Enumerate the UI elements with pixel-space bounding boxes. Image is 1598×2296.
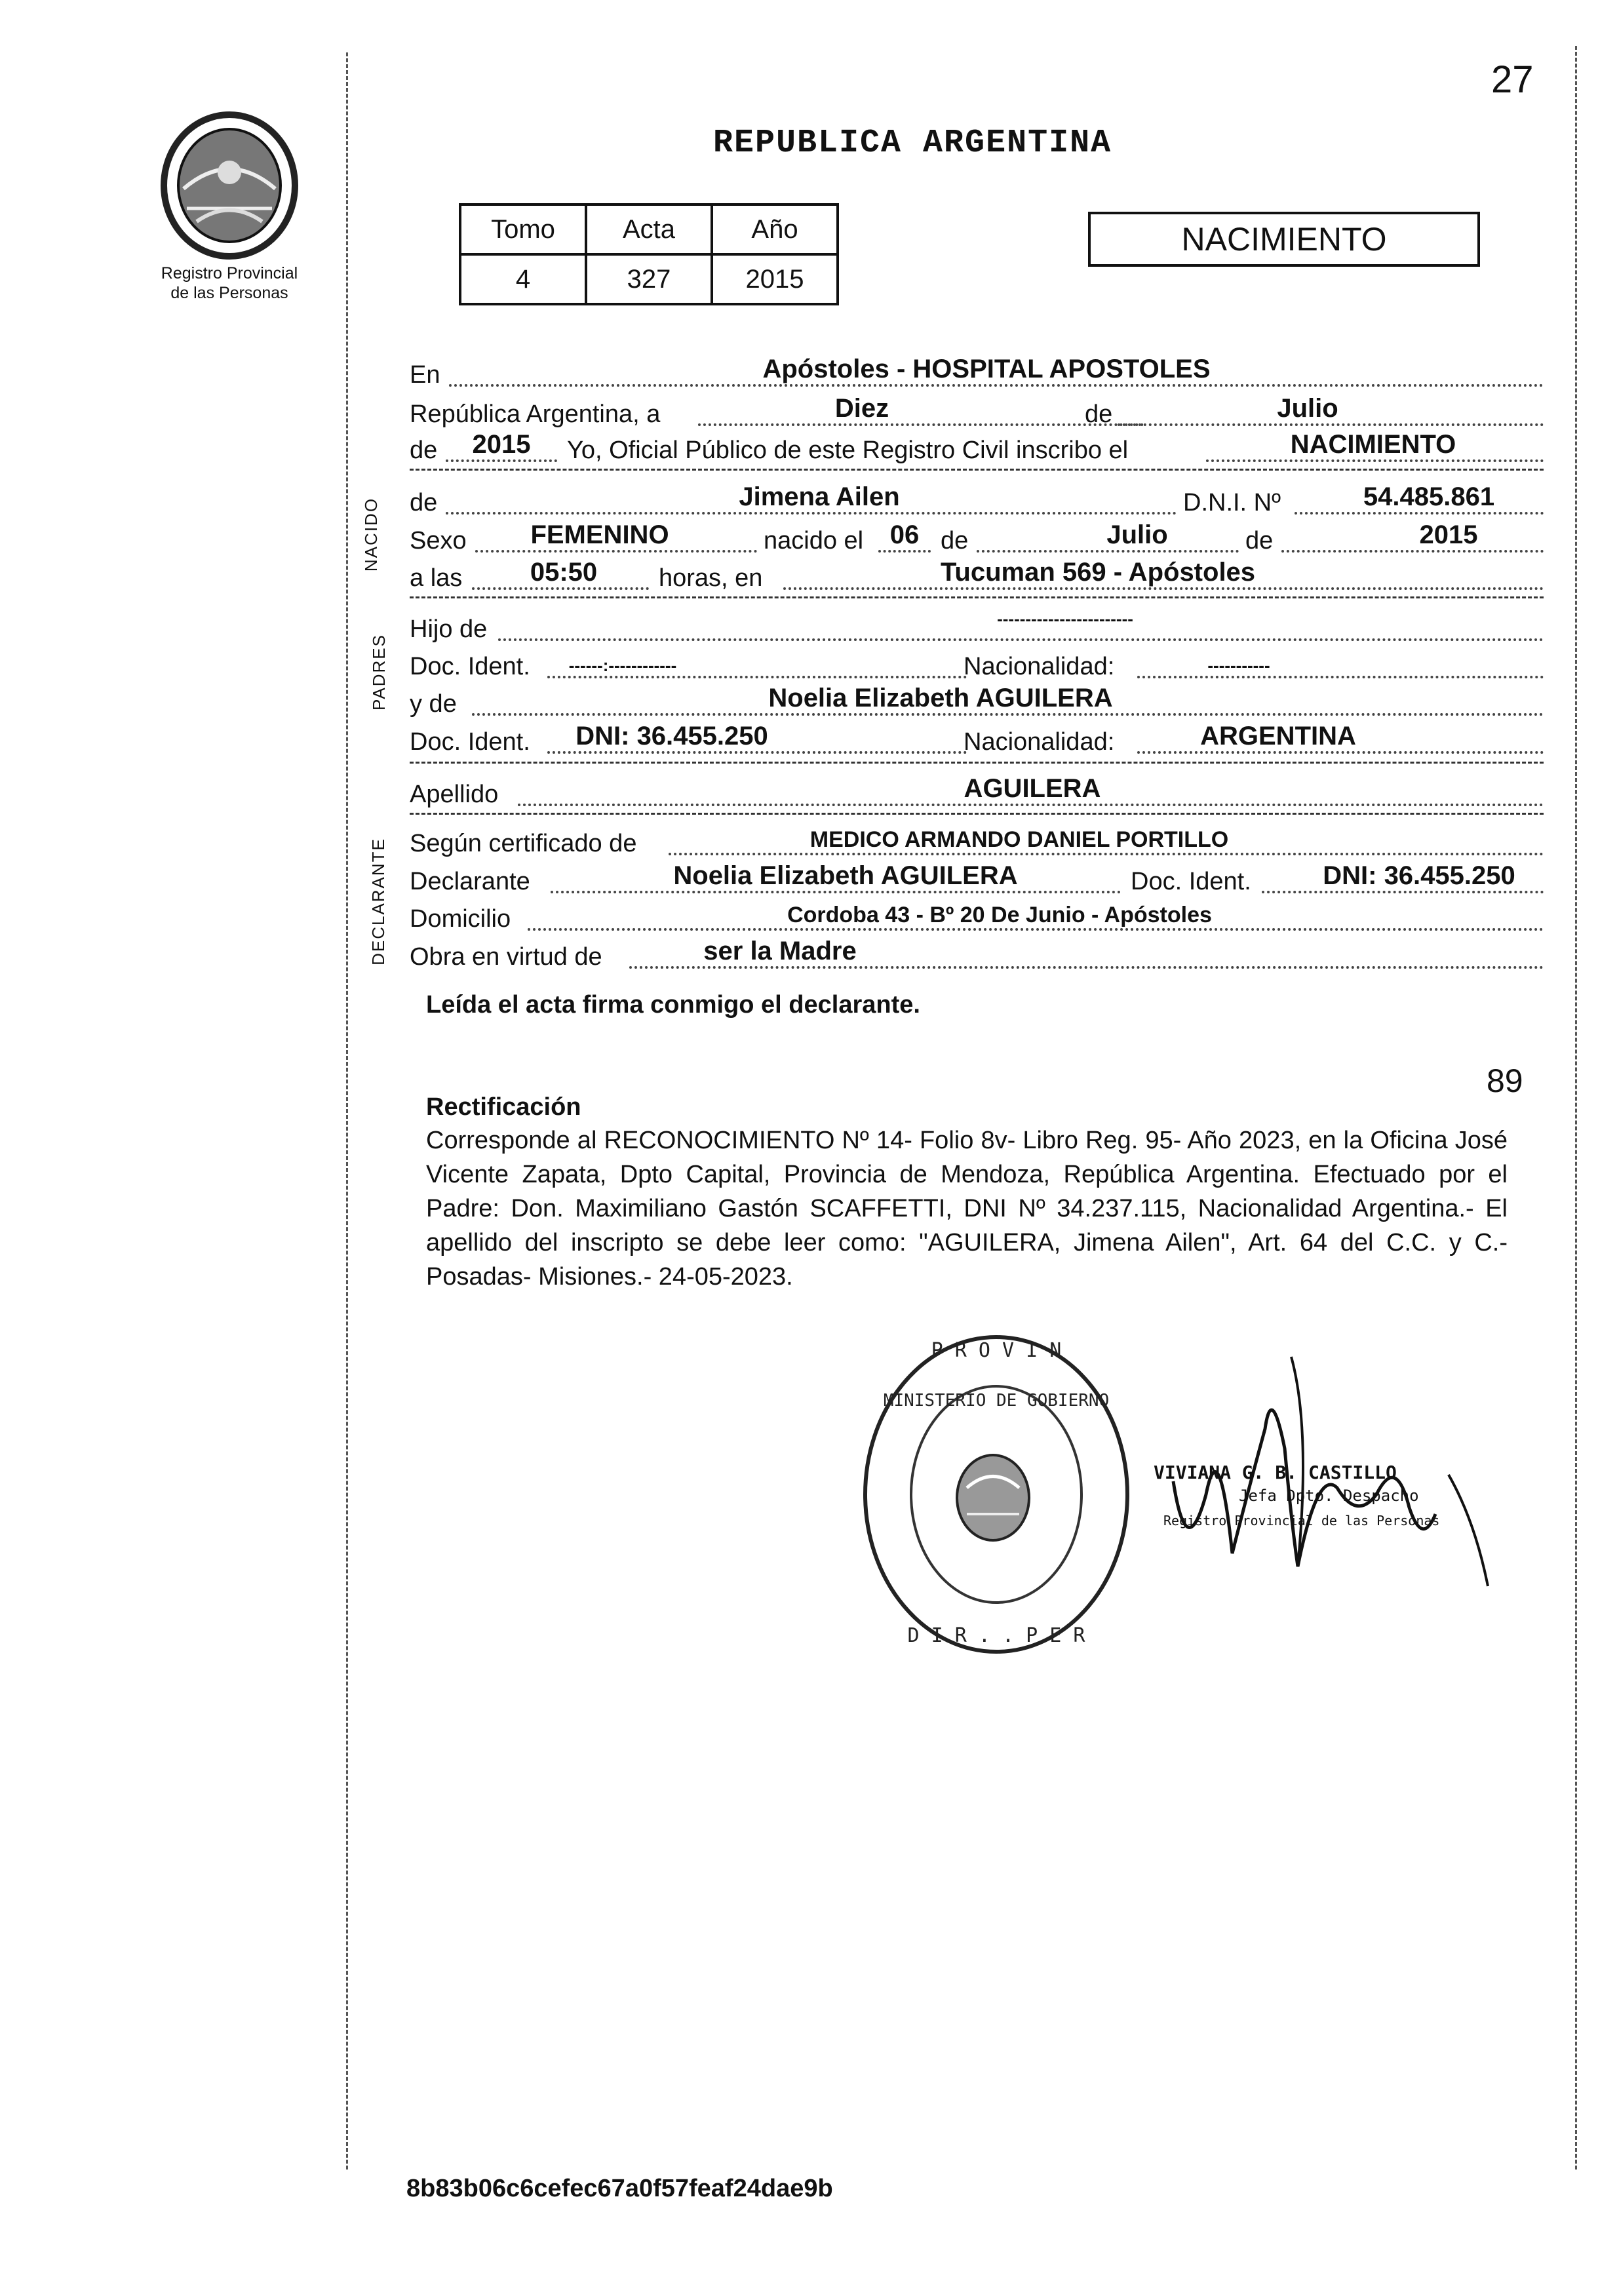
birth-day-dots bbox=[878, 550, 931, 553]
ref-header-ano: Año bbox=[712, 204, 838, 254]
nac2-dots bbox=[1137, 751, 1544, 754]
republica-label: República Argentina, a bbox=[410, 400, 661, 428]
day-dots bbox=[698, 423, 1144, 426]
province-logo bbox=[157, 110, 302, 261]
row-en bbox=[410, 354, 1544, 393]
row-madre bbox=[410, 683, 1544, 722]
ref-header-tomo: Tomo bbox=[460, 204, 586, 254]
row-inscribo bbox=[410, 429, 1544, 469]
signature-role: Jefa Dpto. Despacho bbox=[1239, 1487, 1419, 1505]
row-domicilio bbox=[410, 898, 1544, 937]
birth-month-value: Julio bbox=[1106, 520, 1168, 549]
doc3-dots bbox=[1262, 891, 1544, 893]
inscribo-label: Yo, Oficial Público de este Registro Civil inscribo el bbox=[567, 437, 1129, 464]
month-dots bbox=[1118, 423, 1544, 426]
dni-label: D.N.I. Nº bbox=[1183, 489, 1281, 516]
birth-day-value: 06 bbox=[889, 520, 920, 549]
row-doc2 bbox=[410, 721, 1544, 760]
nac1-label: Nacionalidad: bbox=[964, 653, 1115, 680]
ref-header-acta: Acta bbox=[586, 204, 712, 254]
day-value: Diez bbox=[834, 394, 889, 423]
de-label: de bbox=[1085, 400, 1113, 428]
dni-value: 54.485.861 bbox=[1363, 482, 1495, 511]
ref-value-tomo: 4 bbox=[460, 254, 586, 304]
rectificacion-text: Corresponde al RECONOCIMIENTO Nº 14- Folio 8v- Libro Reg. 95- Año 2023, en la Oficina José Vicente Zapata, Dpto Capital, Provincia de Mendoza, República Argentina. Efectuado por el Padre: Don. Maximiliano Gastón SCAFFETTI, DNI Nº 34.237.115, Nacionalidad Argentina.- El apellido del inscripto se debe leer como: "AGUILERA, Jimena Ailen", Art. 64 del C.C. y C.- Posadas- Misiones.- 24-05-2023. bbox=[426, 1127, 1508, 1291]
time-dots bbox=[472, 587, 649, 590]
row-nombre bbox=[410, 482, 1544, 521]
registry-name-line2: de las Personas bbox=[170, 284, 288, 302]
page-number: 27 bbox=[1491, 58, 1534, 101]
sexo-dots bbox=[475, 550, 757, 553]
a-las-label: a las bbox=[410, 564, 463, 592]
side-label-nacido: NACIDO bbox=[361, 497, 381, 572]
svg-text:D I R . . P E R: D I R . . P E R bbox=[907, 1624, 1085, 1647]
mother-value: Noelia Elizabeth AGUILERA bbox=[768, 684, 1113, 712]
nac1-dots bbox=[1137, 676, 1544, 678]
yde-label: y de bbox=[410, 690, 457, 718]
nac2-value: ARGENTINA bbox=[1200, 722, 1356, 750]
inscribo-dots bbox=[1206, 459, 1544, 462]
inscribo-value: NACIMIENTO bbox=[1290, 430, 1456, 459]
segun-value: MEDICO ARMANDO DANIEL PORTILLO bbox=[809, 827, 1229, 852]
doc3-label: Doc. Ident. bbox=[1131, 868, 1251, 895]
separator-2 bbox=[410, 596, 1544, 598]
doc1-label: Doc. Ident. bbox=[410, 653, 530, 680]
document-hash: 8b83b06c6cefec67a0f57feaf24dae9b bbox=[406, 2175, 833, 2202]
name-value: Jimena Ailen bbox=[739, 482, 900, 511]
row-apellido bbox=[410, 773, 1544, 813]
de2-label: de bbox=[410, 437, 438, 464]
birth-year-value: 2015 bbox=[1419, 520, 1478, 549]
row-doc1 bbox=[410, 646, 1544, 685]
nacido-label: nacido el bbox=[764, 527, 864, 555]
hijo-label: Hijo de bbox=[410, 615, 488, 643]
place-dots bbox=[783, 587, 1544, 590]
apellido-label: Apellido bbox=[410, 781, 499, 808]
doc2-label: Doc. Ident. bbox=[410, 728, 530, 756]
obra-value: ser la Madre bbox=[703, 937, 857, 965]
de-name-label: de bbox=[410, 489, 438, 516]
year-dots bbox=[446, 459, 557, 462]
signature-name: VIVIANA G. B. CASTILLO bbox=[1154, 1462, 1397, 1483]
sexo-label: Sexo bbox=[410, 527, 467, 555]
obra-label: Obra en virtud de bbox=[410, 943, 602, 971]
doc3-value: DNI: 36.455.250 bbox=[1323, 861, 1515, 890]
birth-year-dots bbox=[1281, 550, 1544, 553]
apellido-value: AGUILERA bbox=[964, 774, 1101, 803]
row-obra bbox=[410, 936, 1544, 975]
nac1-value: ----------- bbox=[1207, 655, 1270, 675]
row-sexo bbox=[410, 520, 1544, 559]
en-dots bbox=[449, 384, 1544, 387]
madre-dots bbox=[472, 713, 1544, 716]
reference-table bbox=[459, 203, 839, 305]
row-fecha bbox=[410, 393, 1544, 433]
row-declarante bbox=[410, 861, 1544, 900]
de-year-label: de bbox=[1245, 527, 1274, 555]
svg-text:P R O V I N: P R O V I N bbox=[931, 1339, 1062, 1362]
doc2-value: DNI: 36.455.250 bbox=[575, 722, 768, 750]
declarante-label: Declarante bbox=[410, 868, 530, 895]
row-hijo bbox=[410, 608, 1544, 648]
official-stamp bbox=[852, 1324, 1140, 1665]
year-value: 2015 bbox=[472, 430, 531, 459]
svg-text:MINISTERIO DE GOBIERNO: MINISTERIO DE GOBIERNO bbox=[883, 1391, 1110, 1411]
horas-label: horas, en bbox=[659, 564, 763, 592]
side-label-declarante: DECLARANTE bbox=[368, 838, 388, 965]
en-label: En bbox=[410, 361, 440, 389]
month-value: Julio bbox=[1277, 394, 1338, 423]
father-value: ------------------------ bbox=[997, 609, 1133, 629]
dni-dots bbox=[1295, 512, 1544, 515]
declarante-value: Noelia Elizabeth AGUILERA bbox=[673, 861, 1018, 890]
doc2-dots bbox=[547, 751, 967, 754]
note-number: 89 bbox=[1487, 1062, 1523, 1099]
rectificacion-title: Rectificación bbox=[426, 1093, 581, 1121]
en-value: Apóstoles - HOSPITAL APOSTOLES bbox=[762, 355, 1211, 383]
domicilio-value: Cordoba 43 - Bº 20 De Junio - Apóstoles bbox=[787, 903, 1212, 927]
obra-dots bbox=[629, 966, 1544, 969]
de-month-label: de bbox=[941, 527, 969, 555]
doc1-value: ------:------------ bbox=[568, 655, 677, 675]
domicilio-label: Domicilio bbox=[410, 905, 511, 933]
closing-text: Leída el acta firma conmigo el declarante. bbox=[426, 991, 920, 1019]
separator-4 bbox=[410, 813, 1544, 815]
row-hora bbox=[410, 557, 1544, 596]
domicilio-dots bbox=[528, 928, 1544, 931]
separator-1 bbox=[410, 469, 1544, 471]
signature-registry: Registro Provincial de las Personas bbox=[1163, 1513, 1440, 1528]
row-segun bbox=[410, 823, 1544, 862]
apellido-dots bbox=[518, 804, 1544, 806]
declarante-dots bbox=[551, 891, 1121, 893]
country-title: REPUBLICA ARGENTINA bbox=[713, 125, 1112, 162]
separator-3 bbox=[410, 762, 1544, 764]
name-dots bbox=[446, 512, 1177, 515]
hijo-dots bbox=[498, 638, 1544, 641]
segun-label: Según certificado de bbox=[410, 830, 637, 857]
segun-dots bbox=[669, 853, 1544, 855]
side-label-padres: PADRES bbox=[369, 634, 389, 710]
record-type-box: NACIMIENTO bbox=[1088, 212, 1480, 267]
doc1-dots bbox=[547, 676, 967, 678]
ref-value-acta: 327 bbox=[586, 254, 712, 304]
registry-name bbox=[134, 263, 324, 303]
registry-name-line1: Registro Provincial bbox=[161, 264, 298, 282]
place-value: Tucuman 569 - Apóstoles bbox=[940, 558, 1256, 587]
left-margin-line bbox=[346, 52, 348, 2170]
nac2-label: Nacionalidad: bbox=[964, 728, 1115, 756]
sexo-value: FEMENINO bbox=[530, 520, 669, 549]
time-value: 05:50 bbox=[530, 558, 598, 587]
right-margin-line bbox=[1575, 46, 1577, 2170]
ref-value-ano: 2015 bbox=[712, 254, 838, 304]
birth-month-dots bbox=[977, 550, 1239, 553]
